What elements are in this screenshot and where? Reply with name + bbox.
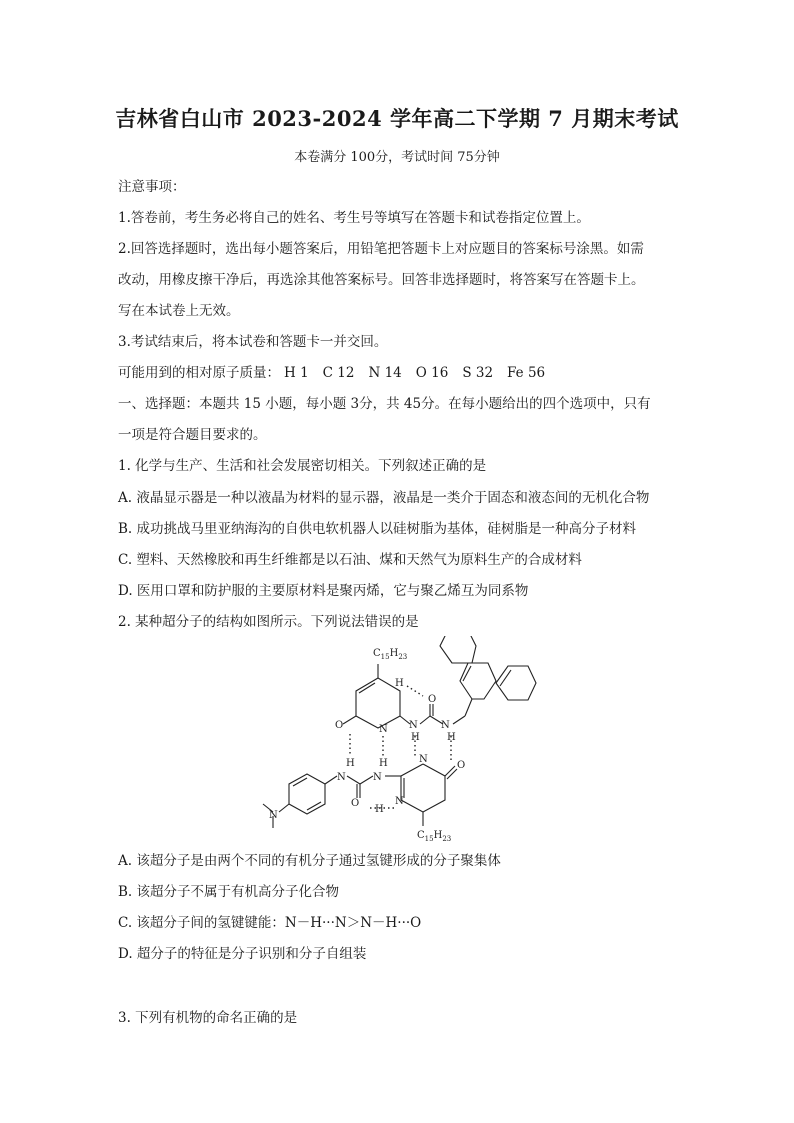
- q2-option-b: B. 该超分子不属于有机高分子化合物: [118, 884, 340, 900]
- atom-o-lower-amide: O: [351, 798, 360, 809]
- lower-substituent-label: $C_{15}H_{23}$: [417, 830, 452, 841]
- atomic-masses: [118, 364, 559, 382]
- q2-option-a: A. 该超分子是由两个不同的有机分子通过氢键形成的分子聚集体: [118, 853, 501, 869]
- note-item-2-line-2: 改动，用橡皮擦干净后，再选涂其他答案标号。回答非选择题时，将答案写在答题卡上。: [118, 272, 645, 288]
- atom-n-lower-2: N: [373, 772, 382, 783]
- exam-title: 吉林省白山市 2023-2024 学年高二下学期 7 月期末考试: [115, 106, 679, 131]
- supramolecule-structure-figure: [255, 636, 545, 841]
- atom-n-upper-1: N: [409, 720, 418, 731]
- q1-option-c: C. 塑料、天然橡胶和再生纤维都是以石油、煤和天然气为原料生产的合成材料: [118, 552, 582, 568]
- mass-h: H 1: [284, 365, 309, 381]
- note-item-2-line-1: 2.回答选择题时，选出每小题答案后，用铅笔把答题卡上对应题目的答案标号涂黑。如需: [118, 241, 644, 257]
- section-1-line-1: 一、选择题：本题共 15 小题，每小题 3分，共 45分。在每小题给出的四个选项中，只有: [118, 396, 651, 412]
- atom-h-upper-1: H: [411, 732, 420, 743]
- atom-n-ring-lower-1: N: [419, 754, 428, 765]
- q2-stem: 2. 某种超分子的结构如图所示。下列说法错误的是: [118, 614, 419, 630]
- atom-n-upper-2: N: [441, 720, 450, 731]
- atom-n-ring-upper: N: [379, 724, 388, 735]
- atom-o-upper: O: [335, 720, 344, 731]
- q3-stem: 3. 下列有机物的命名正确的是: [118, 1010, 298, 1026]
- notes-heading: 注意事项：: [118, 179, 186, 195]
- q1-option-a: A. 液晶显示器是一种以液晶为材料的显示器，液晶是一类介于固态和液态间的无机化合物: [118, 490, 650, 506]
- atom-n-ring-lower-2: N: [395, 796, 404, 807]
- atomic-masses-label: 可能用到的相对原子质量：: [118, 365, 280, 381]
- atom-n-lower-1: N: [337, 772, 346, 783]
- q2-option-d: D. 超分子的特征是分子识别和分子自组装: [118, 946, 367, 962]
- upper-substituent-label: $C_{15}H_{23}$: [373, 648, 408, 661]
- mass-fe: Fe 56: [507, 365, 546, 381]
- mass-o: O 16: [415, 365, 449, 381]
- mass-s: S 32: [462, 365, 494, 381]
- q1-option-b: B. 成功挑战马里亚纳海沟的自供电软机器人以硅树脂为基体，硅树脂是一种高分子材料: [118, 521, 637, 537]
- mass-n: N 14: [368, 365, 402, 381]
- atom-o-upper-amide: O: [428, 694, 437, 705]
- q1-option-d: D. 医用口罩和防护服的主要原材料是聚丙烯，它与聚乙烯互为同系物: [118, 583, 529, 599]
- atom-h-lower-2: H: [379, 758, 388, 769]
- atom-o-lower: O: [457, 760, 466, 771]
- atom-h-upper: H: [395, 678, 404, 689]
- mass-c: C 12: [322, 365, 355, 381]
- q2-option-c: C. 该超分子间的氢键键能：N－H···N＞N－H···O: [118, 915, 422, 931]
- note-item-3: 3.考试结束后，将本试卷和答题卡一并交回。: [118, 334, 388, 350]
- atom-h-lower-1: H: [346, 758, 355, 769]
- exam-subtitle: 本卷满分 100分，考试时间 75分钟: [294, 150, 500, 165]
- note-item-2-line-3: 写在本试卷上无效。: [118, 303, 240, 319]
- atom-n-dimethylamino: N: [269, 810, 278, 821]
- atom-h-upper-2: H: [447, 732, 456, 743]
- q1-stem: 1. 化学与生产、生活和社会发展密切相关。下列叙述正确的是: [118, 458, 487, 474]
- note-item-1: 1.答卷前，考生务必将自己的姓名、考生号等填写在答题卡和试卷指定位置上。: [118, 210, 590, 226]
- atom-h-lower-3: H: [375, 804, 384, 815]
- section-1-line-2: 一项是符合题目要求的。: [118, 427, 267, 443]
